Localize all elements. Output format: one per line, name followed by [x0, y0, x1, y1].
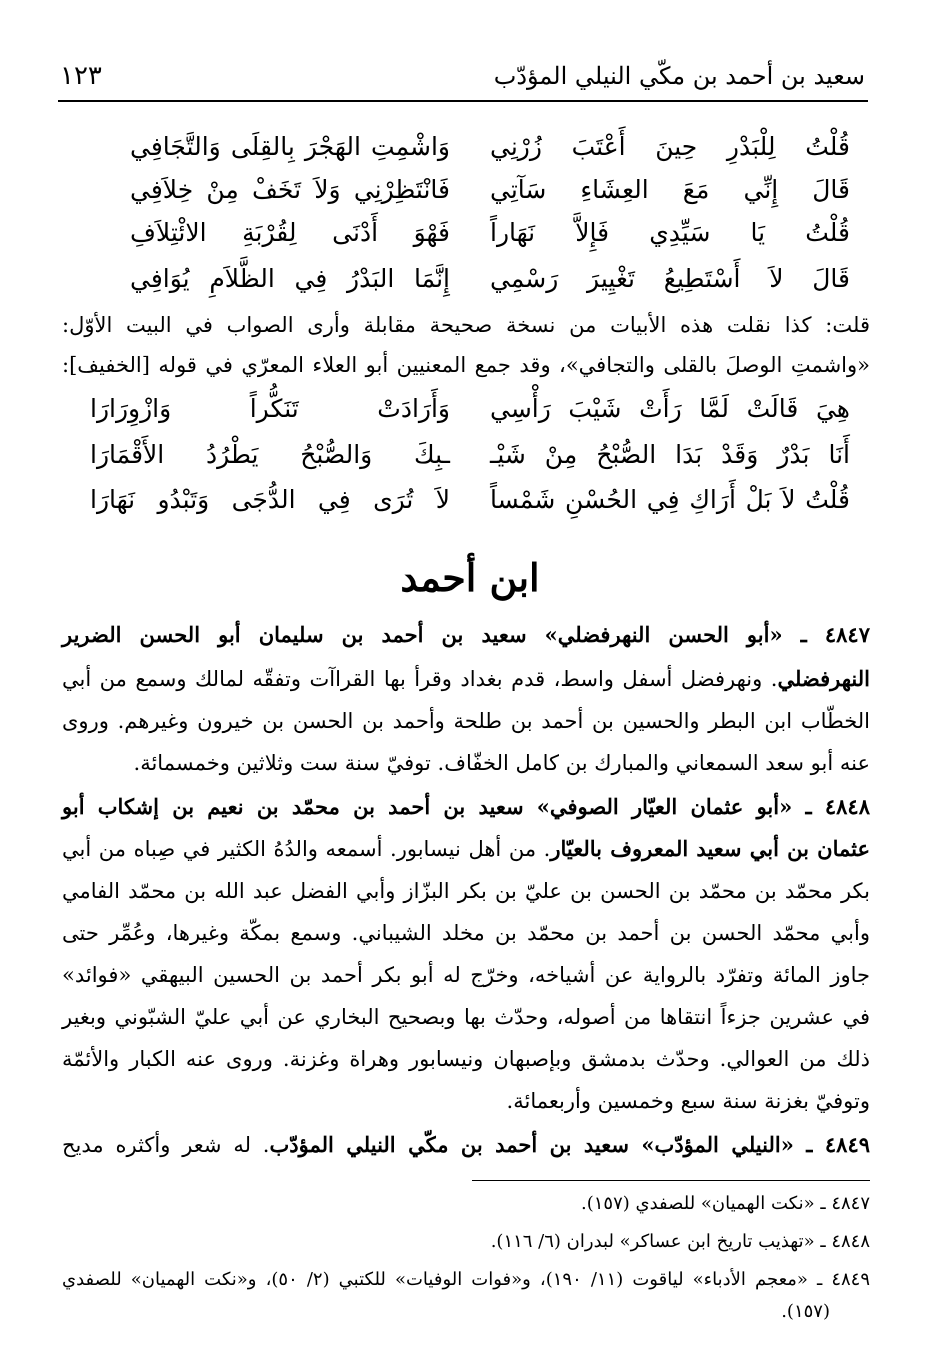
- entry-text: . من أهل نيسابور. أسمعه والدُهُ الكثير في صِباه من أبي: [62, 837, 551, 861]
- footnote: ٤٨٤٩ ـ «معجم الأدباء» لياقوت (١١/ ١٩٠)، و«فوات الوفيات» للكتبي (٢/ ٥٠)، و«نكت الهميان» للصفدي: [62, 1269, 871, 1290]
- verse-first-hemistich: قَالَ لاَ أَسْتَطِيعُ تَغْيِيرَ رَسْمِي: [490, 264, 850, 293]
- verse-second-hemistich: إِنَّمَا البَدْرُ فِي الظَّلاَمِ يُوَافِي: [130, 264, 450, 293]
- verse-row: [90, 167, 850, 213]
- verse-row: [90, 432, 850, 478]
- verse-second-hemistich: ـبِكَ وَالصُّبْحُ يَطْرُدُ الأَقْمَارَا: [90, 440, 450, 469]
- entry-line: وتوفيّ بغزنة سنة سبع وخمسين وأربعمائة.: [506, 1089, 870, 1113]
- verse-row: [90, 124, 850, 170]
- section-heading: ابن أحمد: [400, 555, 540, 600]
- entry-line: وأبي محمّد الحسن بن أحمد بن محمّد بن مخلد الشيباني. وسمع بمكّة وغيرها، وعُمِّر حتى: [62, 921, 870, 945]
- verse-first-hemistich: قُلْتُ لِلْبَدْرِ حِينَ أَعْتَبَ زُرْنِي: [490, 132, 850, 161]
- entry-name-bold: النهرفضلي: [777, 666, 870, 691]
- footnote-continuation: (١٥٧).: [781, 1301, 830, 1322]
- entry-line: في عشرين جزءاً انتقاها من أصوله، وحدّث بها وبصحيح البخاري عن أبي عليّ الشبّوني وبغير: [62, 1005, 870, 1029]
- verse-first-hemistich: قُلْتُ لاَ بَلْ أَرَاكِ فِي الحُسْنِ شَمْساً: [490, 485, 850, 514]
- verse-row: [90, 477, 850, 523]
- entry-line: [62, 834, 870, 864]
- entry-line: جاوز المائة وتفرّد بالرواية عن أشياخه، وخرّج له أبو بكر أحمد بن الحسين البيهقي «فوائد»: [62, 963, 870, 987]
- entry-heading: ٤٨٤٨ ـ «أبو عثمان العيّار الصوفي» سعيد بن أحمد بن محمّد بن نعيم بن إشكاب أبو: [62, 794, 870, 819]
- header-divider: [58, 100, 868, 102]
- running-header-title: سعيد بن أحمد بن مكّي النيلي المؤدّب: [493, 62, 865, 90]
- entry-line: [62, 664, 870, 694]
- entry-name-bold: عثمان بن أبي سعيد المعروف بالعيّار: [550, 836, 871, 861]
- verse-first-hemistich: هِيَ قَالَتْ لَمَّا رَأَتْ شَيْبَ رَأْسِي: [490, 394, 850, 423]
- entry-line: ذلك من العوالي. وحدّث بدمشق وبإصبهان ونيسابور وهراة وغزنة. وروى عنه الكبار والأئمّة: [62, 1047, 870, 1071]
- verse-first-hemistich: قُلْتُ يَا سَيِّدِي فَإِلاَّ نَهَاراً: [490, 218, 850, 247]
- note-line: «واشمتِ الوصلَ بالقلى والتجافي»، وقد جمع المعنيين أبو العلاء المعرّي في قوله [الخفيف]:: [62, 353, 870, 377]
- verse-row: [90, 386, 850, 432]
- verse-second-hemistich: وَاشْمِتِ الهَجْرَ بِالقِلَى وَالتَّجَافِي: [130, 132, 450, 161]
- entry-line: عنه أبو سعد السمعاني والمبارك بن كامل الخفّاف. توفيّ سنة ست وثلاثين وخمسمائة.: [133, 751, 870, 775]
- note-line: قلت: كذا نقلت هذه الأبيات من نسخة صحيحة مقابلة وأرى الصواب في البيت الأوّل:: [62, 313, 870, 337]
- verse-first-hemistich: قَالَ إِنِّي مَعَ العِشَاءِ سَآتِي: [490, 175, 850, 204]
- entry-line: بكر محمّد بن محمّد بن الحسن بن عليّ بن بكر البزّاز وأبي الفضل عبد الله بن محمّد الفامي: [62, 879, 870, 903]
- verse-row: [90, 210, 850, 256]
- entry-text: . له شعر وأكثره مديح: [62, 1133, 270, 1157]
- footnote: ٤٨٤٨ ـ «تهذيب تاريخ ابن عساكر» لبدران (٦/ ١١٦).: [490, 1231, 870, 1252]
- verse-second-hemistich: لاَ تُرَى فِي الدُّجَى وَتَبْدُو نَهَارَا: [90, 485, 450, 514]
- verse-row: [90, 256, 850, 302]
- entry-heading: ٤٨٤٧ ـ «أبو الحسن النهرفضلي» سعيد بن أحمد بن سليمان أبو الحسن الضرير: [62, 622, 870, 647]
- verse-first-hemistich: أَنَا بَدْرٌ وَقَدْ بَدَا الصُّبْحُ مِنْ شَيْـ: [490, 440, 850, 469]
- page-number: ١٢٣: [60, 61, 102, 91]
- entry-heading: ٤٨٤٩ ـ «النيلي المؤدّب» سعيد بن أحمد بن مكّي النيلي المؤدّب: [269, 1132, 871, 1157]
- entry-heading-line: [62, 792, 870, 822]
- entry-heading-line: [62, 620, 870, 650]
- verse-second-hemistich: فَهْوَ أَدْنَى لِقُرْبَةِ الائْتِلاَفِ: [130, 218, 450, 247]
- verse-second-hemistich: فَانْتَظِرْنِي وَلاَ تَخَفْ مِنْ خِلاَفِي: [130, 175, 450, 204]
- verse-second-hemistich: وَأَرَادَتْ تَنَكُّراً وَازْوِرَارَا: [90, 394, 450, 423]
- footnote-divider: [472, 1180, 870, 1181]
- entry-heading-line: [62, 1130, 870, 1160]
- footnote: ٤٨٤٧ ـ «نكت الهميان» للصفدي (١٥٧).: [580, 1193, 870, 1214]
- entry-text: . ونهرفضل أسفل واسط، قدم بغداد وقرأ بها القراآت وتفقّه لمالك وسمع من أبي: [62, 667, 778, 691]
- entry-line: الخطّاب ابن البطر والحسين بن أحمد بن طلحة وأحمد بن الحسن بن خيرون وغيرهم. وروى: [62, 709, 870, 733]
